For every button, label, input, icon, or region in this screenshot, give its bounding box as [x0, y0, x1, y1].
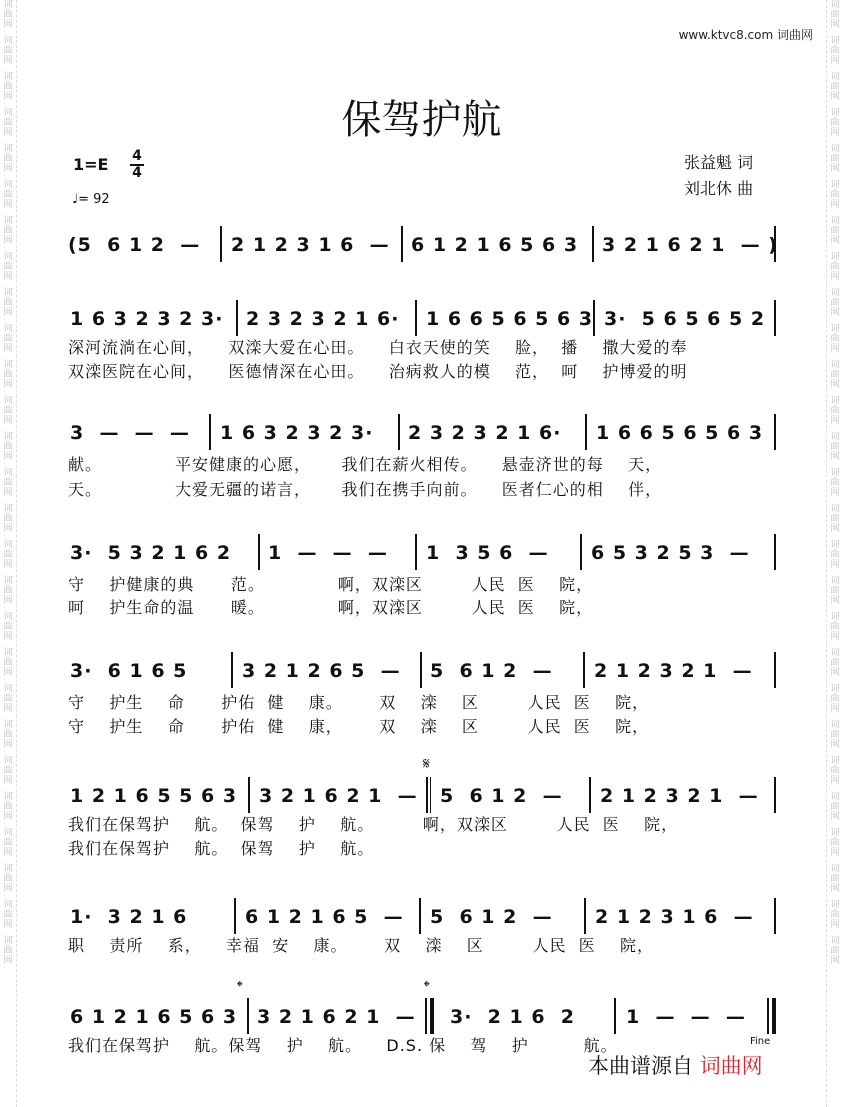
tempo-marking: ♩= 92: [72, 192, 110, 207]
measure: 1 2 1 6 5 5 6 3: [70, 785, 238, 807]
coda-icon: 𝄌: [424, 977, 430, 996]
measure: 3 — — —: [70, 422, 190, 444]
time-bottom: 4: [132, 165, 142, 181]
measure: (5 6 1 2 —: [68, 234, 201, 256]
measure: 2 3 2 3 2 1 6·: [246, 308, 400, 330]
composer: 刘北休 曲: [684, 179, 754, 198]
lyric-line: 我们在保驾护 航。 保驾 护 航。 啊，双滦区 人民 医 院，: [68, 815, 679, 834]
lyric-line: 守 护生 命 护佑 健 康， 双 滦 区 人民 医 院，: [68, 717, 650, 736]
song-title: 保驾护航: [341, 97, 502, 143]
credits: [684, 150, 753, 202]
lyric-line: 天。 大爱无疆的诺言， 我们在携手向前。 医者仁心的相 伴，: [68, 480, 663, 499]
lyricist: 张益魁 词: [684, 153, 754, 172]
measure: 6 1 2 1 6 5 —: [245, 906, 404, 928]
score-row-7: [68, 898, 776, 938]
measure: 3· 5 3 2 1 6 2: [70, 542, 232, 564]
measure: 2 1 2 3 1 6 —: [231, 234, 390, 256]
measure: 1 6 6 5 6 5 6 3: [426, 308, 594, 330]
fine-marking: Fine: [750, 1036, 771, 1047]
lyric-line: 献。 平安健康的心愿， 我们在薪火相传。 悬壶济世的每 天，: [68, 455, 663, 474]
lyric-line: 双滦医院在心间， 医德情深在心田。 治病救人的模 范， 呵 护博爱的明: [68, 362, 688, 381]
measure: 2 1 2 3 2 1 —: [600, 785, 759, 807]
score-row-3: [68, 414, 776, 454]
score-row-4: [68, 534, 776, 574]
measure: 3 2 1 6 2 1 —: [259, 785, 418, 807]
measure: 2 3 2 3 2 1 6·: [408, 422, 562, 444]
measure: 3· 5 6 5 6 5 2: [604, 308, 766, 330]
source-credit: [588, 1050, 763, 1080]
lyric-line: 守 护健康的典 范。 啊，双滦区 人民 医 院，: [68, 575, 594, 594]
score-row-1: [68, 226, 776, 266]
measure: 5 6 1 2 —: [430, 660, 553, 682]
source-brand[interactable]: 词曲网: [699, 1054, 763, 1078]
source-prefix: 本曲谱源自: [588, 1054, 693, 1078]
measure: 1 — — —: [626, 1006, 746, 1028]
measure: 2 1 2 3 1 6 —: [595, 906, 754, 928]
measure: 3· 6 1 6 5: [70, 660, 188, 682]
measure: 5 6 1 2 —: [430, 906, 553, 928]
measure: 6 5 3 2 5 3 —: [591, 542, 750, 564]
segno-icon: 𝄋: [423, 754, 430, 773]
lyric-line: 守 护生 命 护佑 健 康。 双 滦 区 人民 医 院，: [68, 693, 650, 712]
score-row-8: [68, 998, 776, 1038]
time-signature: [130, 149, 144, 181]
left-watermark-strip: 词曲网 词曲网 词曲网 词曲网 词曲网 词曲网 词曲网 词曲网 词曲网 词曲网 词曲网 词曲网 词曲网 词曲网 词曲网 词曲网 词曲网 词曲网 词曲网 词曲网 词曲网 词曲网 词曲网 词曲网 词曲网 词曲网 词曲网: [0, 0, 17, 1107]
measure: 3 2 1 2 6 5 —: [242, 660, 401, 682]
coda-icon: 𝄌: [237, 977, 243, 996]
measure: 1 — — —: [268, 542, 388, 564]
measure: 1 6 3 2 3 2 3·: [70, 308, 224, 330]
lyric-line: 我们在保驾护 航。 保驾 护 航。: [68, 839, 375, 858]
lyric-line: 我们在保驾护 航。保驾 护 航。 D.S. 保 驾 护 航。: [68, 1036, 618, 1055]
measure: 1 6 3 2 3 2 3·: [220, 422, 374, 444]
measure: 5 6 1 2 —: [440, 785, 563, 807]
measure: 1· 3 2 1 6: [70, 906, 188, 928]
measure: 6 1 2 1 6 5 6 3: [70, 1006, 238, 1028]
score-row-2: [68, 300, 776, 340]
measure: 2 1 2 3 2 1 —: [594, 660, 753, 682]
key-signature: 1=E: [73, 155, 109, 174]
lyric-line: 深河流淌在心间， 双滦大爱在心田。 白衣天使的笑 脸， 播 撒大爱的奉: [68, 338, 688, 357]
score-row-5: [68, 652, 776, 692]
measure: 1 6 6 5 6 5 6 3: [596, 422, 764, 444]
lyric-line: 呵 护生命的温 暖。 啊，双滦区 人民 医 院，: [68, 598, 594, 617]
site-url[interactable]: www.ktvc8.com 词曲网: [678, 28, 813, 42]
lyric-line: 职 责所 系， 幸福 安 康。 双 滦 区 人民 医 院，: [68, 936, 654, 955]
measure: 3 2 1 6 2 1 —: [257, 1006, 416, 1028]
measure: 3· 2 1 6 2: [450, 1006, 576, 1028]
score-row-6: [68, 777, 776, 817]
measure: 3 2 1 6 2 1 — ): [602, 234, 778, 256]
measure: 1 3 5 6 —: [426, 542, 549, 564]
right-watermark-strip: 词曲网 词曲网 词曲网 词曲网 词曲网 词曲网 词曲网 词曲网 词曲网 词曲网 词曲网 词曲网 词曲网 词曲网 词曲网 词曲网 词曲网 词曲网 词曲网 词曲网 词曲网 词曲网 词曲网 词曲网 词曲网 词曲网 词曲网: [826, 0, 843, 1107]
measure: 6 1 2 1 6 5 6 3: [411, 234, 579, 256]
time-top: 4: [132, 148, 142, 164]
